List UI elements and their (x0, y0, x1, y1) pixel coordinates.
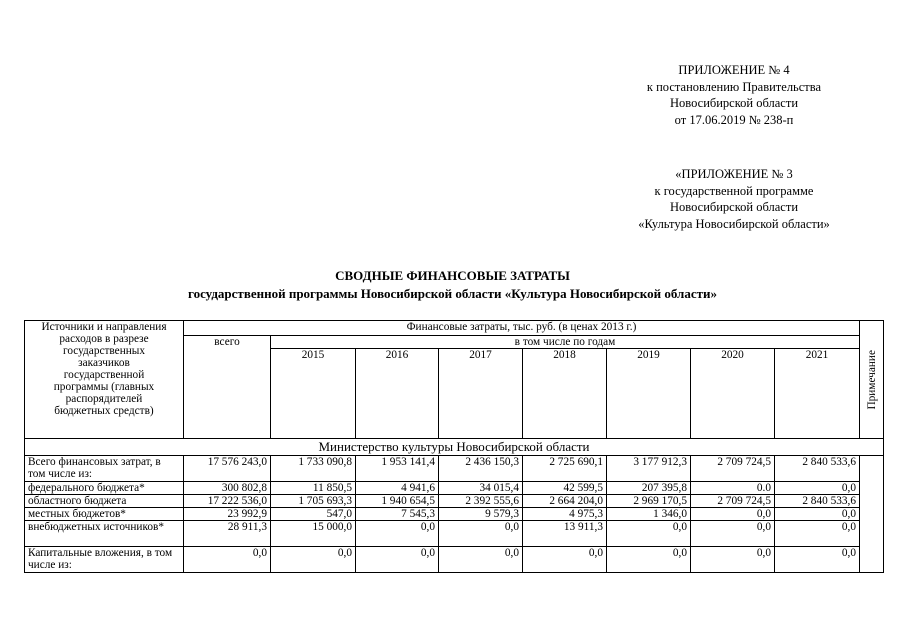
source-header-line: бюджетных средств) (54, 405, 154, 417)
cell-value: 0,0 (691, 508, 775, 521)
cell-value: 207 395,8 (607, 482, 691, 495)
appendix-4-line: Новосибирской области (669, 96, 799, 110)
cell-total: 17 222 536,0 (184, 495, 271, 508)
table-row (25, 521, 884, 547)
source-header-line: заказчиков (78, 357, 130, 369)
cell-value: 2 436 150,3 (439, 456, 523, 482)
cell-value: 0,0 (356, 547, 439, 573)
cell-value: 2 840 533,6 (775, 495, 860, 508)
cell-value: 0,0 (356, 521, 439, 547)
cell-value: 11 850,5 (271, 482, 356, 495)
cell-value: 42 599,5 (523, 482, 607, 495)
cell-value: 2 392 555,6 (439, 495, 523, 508)
cell-value: 0,0 (607, 547, 691, 573)
year-header: 2020 (691, 349, 775, 439)
cell-value: 7 545,3 (356, 508, 439, 521)
table-row (25, 547, 884, 573)
cell-value: 1 940 654,5 (356, 495, 439, 508)
cell-value: 0.0 (691, 482, 775, 495)
note-header-text: Примечание (865, 349, 878, 410)
financial-costs-table (24, 320, 884, 573)
cell-value: 2 725 690,1 (523, 456, 607, 482)
row-label: федерального бюджета* (25, 482, 184, 495)
row-label: областного бюджета (25, 495, 184, 508)
cell-value: 0,0 (607, 521, 691, 547)
appendix-3-line: к государственной программе (654, 183, 814, 198)
total-header: всего (184, 336, 271, 439)
cell-value: 2 709 724,5 (691, 456, 775, 482)
year-header: 2015 (271, 349, 356, 439)
row-label: местных бюджетов* (25, 508, 184, 521)
cell-value: 547,0 (271, 508, 356, 521)
document-subtitle: государственной программы Новосибирской области «Культура Новосибирской области» (188, 286, 717, 301)
document-title: СВОДНЫЕ ФИНАНСОВЫЕ ЗАТРАТЫ (335, 268, 570, 283)
table-row (25, 495, 884, 508)
source-header-line: Источники и направления (41, 321, 167, 333)
cell-value: 0,0 (691, 547, 775, 573)
row-label: Капитальные вложения, в том числе из: (25, 547, 184, 573)
cell-total: 28 911,3 (184, 521, 271, 547)
cell-value: 3 177 912,3 (607, 456, 691, 482)
cell-value: 2 969 170,5 (607, 495, 691, 508)
row-label: Всего финансовых затрат, в том числе из: (25, 456, 184, 482)
costs-header: Финансовые затраты, тыс. руб. (в ценах 2013 г.) (184, 321, 860, 336)
cell-value: 0,0 (523, 547, 607, 573)
table-row (25, 482, 884, 495)
cell-value: 0,0 (775, 508, 860, 521)
cell-value: 0,0 (775, 547, 860, 573)
cell-value: 0,0 (271, 547, 356, 573)
year-header: 2018 (523, 349, 607, 439)
appendix-3-header (600, 166, 868, 232)
cell-value: 2 664 204,0 (523, 495, 607, 508)
year-header: 2019 (607, 349, 691, 439)
appendix-3-line: «ПРИЛОЖЕНИЕ № 3 (675, 167, 793, 181)
cell-value: 34 015,4 (439, 482, 523, 495)
appendix-4-line: ПРИЛОЖЕНИЕ № 4 (678, 63, 790, 77)
note-cell (860, 456, 884, 573)
year-header: 2016 (356, 349, 439, 439)
cell-value: 13 911,3 (523, 521, 607, 547)
ministry-row: Министерство культуры Новосибирской области (25, 439, 884, 456)
cell-total: 23 992,9 (184, 508, 271, 521)
source-header-line: распорядителей (65, 393, 143, 405)
cell-value: 2 840 533,6 (775, 456, 860, 482)
appendix-3-line: Новосибирской области (669, 200, 799, 214)
appendix-4-header (600, 62, 868, 128)
note-header (860, 321, 884, 439)
table-row (25, 508, 884, 521)
cell-value: 2 709 724,5 (691, 495, 775, 508)
appendix-3-line: «Культура Новосибирской области» (638, 216, 830, 231)
cell-value: 4 975,3 (523, 508, 607, 521)
cell-value: 1 705 693,3 (271, 495, 356, 508)
row-label: внебюджетных источников* (25, 521, 184, 547)
source-header (25, 321, 184, 439)
cell-value: 4 941,6 (356, 482, 439, 495)
source-header-line: государственных (62, 345, 146, 357)
source-header-line: расходов в разрезе (59, 333, 149, 345)
cell-value: 1 953 141,4 (356, 456, 439, 482)
appendix-4-line: к постановлению Правительства (646, 79, 822, 94)
cell-value: 1 733 090,8 (271, 456, 356, 482)
table-row (25, 456, 884, 482)
cell-value: 15 000,0 (271, 521, 356, 547)
appendix-4-line: от 17.06.2019 № 238-п (674, 112, 794, 127)
cell-value: 0,0 (691, 521, 775, 547)
year-header: 2017 (439, 349, 523, 439)
cell-value: 0,0 (775, 482, 860, 495)
cell-value: 9 579,3 (439, 508, 523, 521)
year-header: 2021 (775, 349, 860, 439)
cell-value: 0,0 (439, 521, 523, 547)
cell-total: 0,0 (184, 547, 271, 573)
source-header-line: программы (главных (53, 381, 155, 393)
by-years-header: в том числе по годам (271, 336, 860, 349)
cell-value: 0,0 (439, 547, 523, 573)
cell-total: 300 802,8 (184, 482, 271, 495)
cell-value: 1 346,0 (607, 508, 691, 521)
source-header-line: государственной (63, 369, 145, 381)
cell-value: 0,0 (775, 521, 860, 547)
cell-total: 17 576 243,0 (184, 456, 271, 482)
